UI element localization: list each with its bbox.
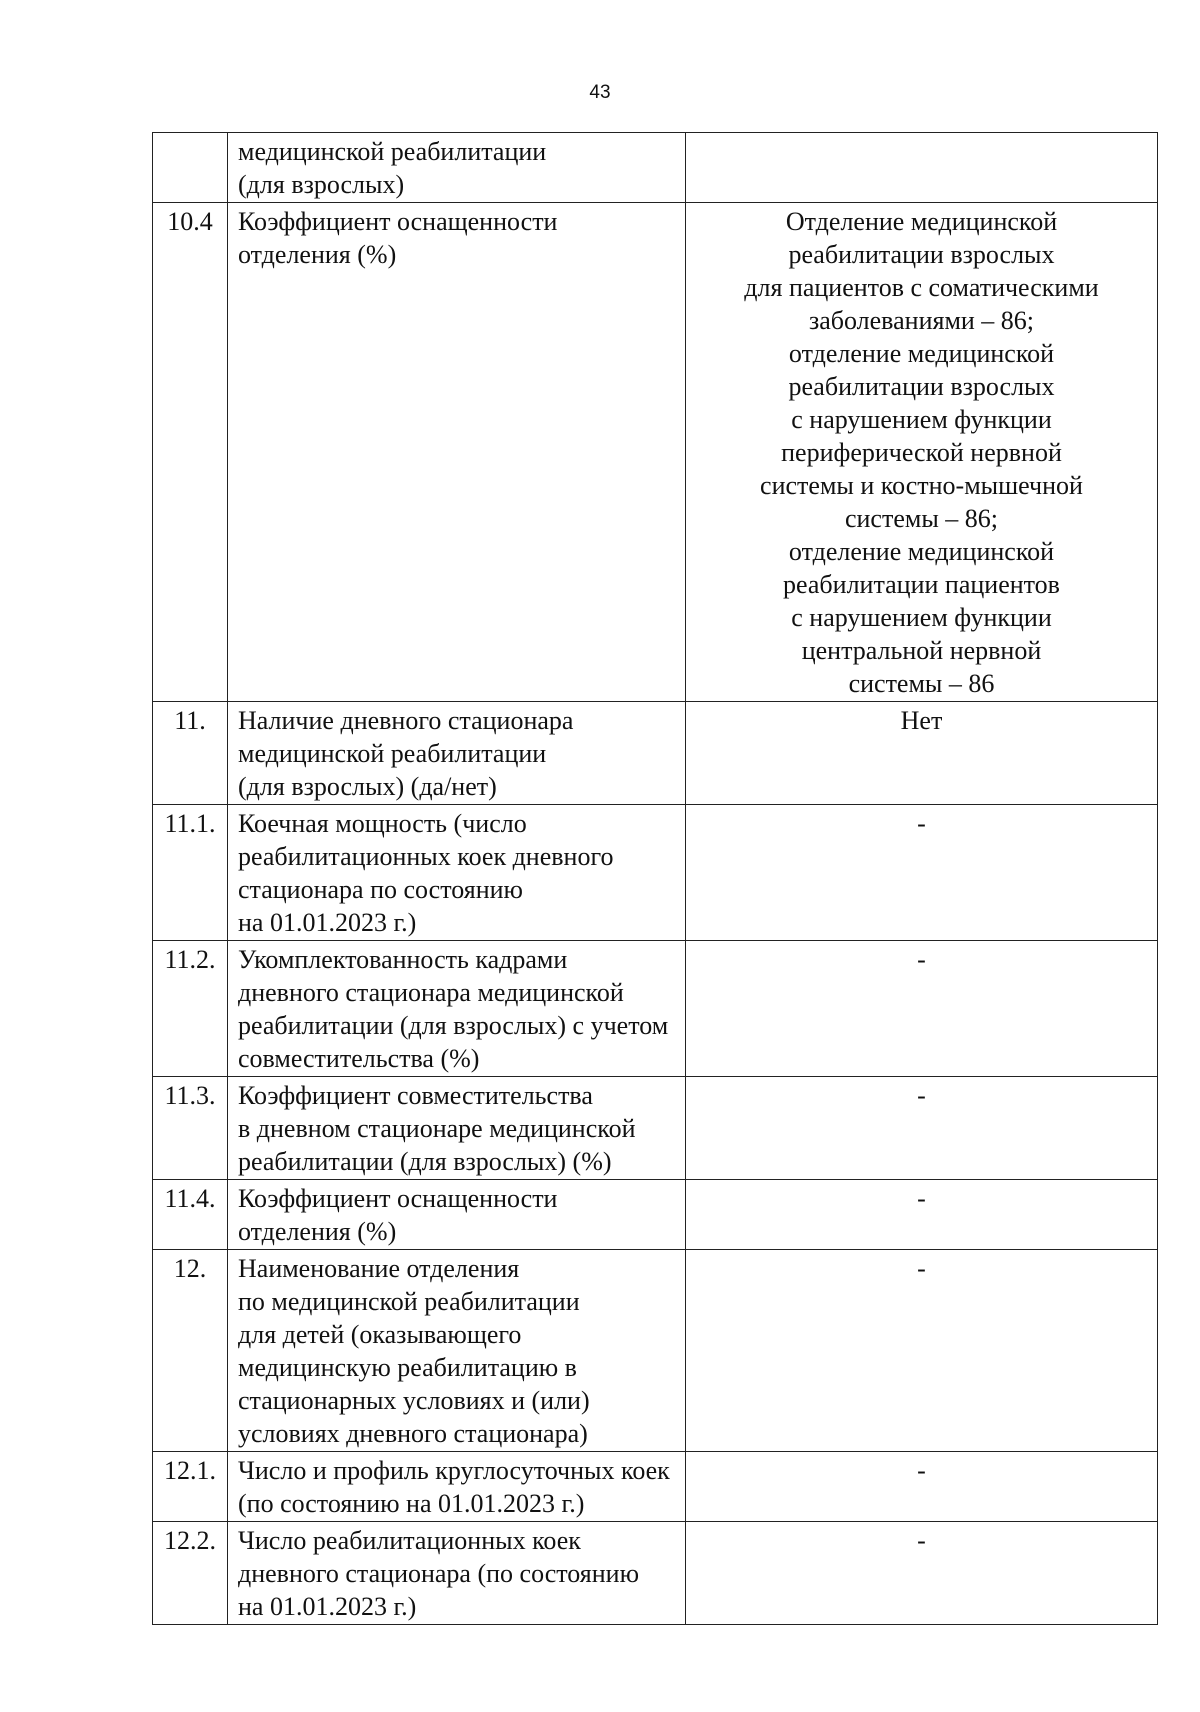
description-line: реабилитационных коек дневного (238, 842, 614, 871)
description-line: совместительства (%) (238, 1044, 480, 1073)
description-line: по медицинской реабилитации (238, 1287, 580, 1316)
description-line: Коэффициент оснащенности (238, 207, 558, 236)
indicator-value (686, 1522, 1158, 1625)
value-line: для пациентов с соматическими (744, 273, 1099, 302)
indicator-value (686, 805, 1158, 941)
indicator-value (686, 1452, 1158, 1522)
table-row (153, 805, 1158, 941)
value-line: отделение медицинской (788, 339, 1055, 368)
table-row (153, 203, 1158, 702)
description-line: Укомплектованность кадрами (238, 945, 568, 974)
value-line: заболеваниями – 86; (808, 306, 1035, 335)
row-number: 11.3. (153, 1077, 228, 1180)
indicator-description (228, 1250, 686, 1452)
description-line: дневного стационара (по состоянию (238, 1559, 640, 1588)
table-row (153, 1180, 1158, 1250)
description-line: дневного стационара медицинской (238, 978, 624, 1007)
row-number: 11.1. (153, 805, 228, 941)
value-line: - (917, 1184, 926, 1213)
description-line: реабилитации (для взрослых) (%) (238, 1147, 612, 1176)
value-line: - (917, 1081, 926, 1110)
description-line: Коечная мощность (число (238, 809, 527, 838)
indicator-value (686, 702, 1158, 805)
row-number: 11. (153, 702, 228, 805)
description-line: Наличие дневного стационара (238, 706, 574, 735)
value-line: системы – 86 (848, 669, 995, 698)
description-line: на 01.01.2023 г.) (238, 1592, 417, 1621)
indicator-description (228, 1452, 686, 1522)
indicator-description (228, 1180, 686, 1250)
row-number: 11.2. (153, 941, 228, 1077)
description-line: стационара по состоянию (238, 875, 523, 904)
indicator-description (228, 805, 686, 941)
indicator-description (228, 1077, 686, 1180)
indicator-value (686, 133, 1158, 203)
table-row (153, 702, 1158, 805)
description-line: для детей (оказывающего (238, 1320, 522, 1349)
row-number: 11.4. (153, 1180, 228, 1250)
description-line: отделения (%) (238, 240, 397, 269)
value-line: системы – 86; (844, 504, 999, 533)
value-line: - (917, 1254, 926, 1283)
row-number: 12.2. (153, 1522, 228, 1625)
value-line: центральной нервной (801, 636, 1042, 665)
indicator-table (152, 132, 1158, 1625)
description-line: медицинской реабилитации (238, 739, 547, 768)
indicator-description (228, 1522, 686, 1625)
indicator-description (228, 203, 686, 702)
description-line: (по состоянию на 01.01.2023 г.) (238, 1489, 585, 1518)
indicator-description (228, 941, 686, 1077)
row-number: 12. (153, 1250, 228, 1452)
description-line: Число реабилитационных коек (238, 1526, 581, 1555)
value-line: Нет (900, 706, 943, 735)
value-line: - (917, 809, 926, 838)
indicator-value (686, 941, 1158, 1077)
description-line: реабилитации (для взрослых) с учетом (238, 1011, 669, 1040)
value-line: реабилитации пациентов (783, 570, 1060, 599)
indicator-value (686, 1077, 1158, 1180)
description-line: медицинскую реабилитацию в (238, 1353, 577, 1382)
value-line: отделение медицинской (788, 537, 1055, 566)
indicator-value (686, 203, 1158, 702)
row-number: 12.1. (153, 1452, 228, 1522)
table-row (153, 941, 1158, 1077)
description-line: Число и профиль круглосуточных коек (238, 1456, 670, 1485)
table-row (153, 1077, 1158, 1180)
value-line: с нарушением функции (791, 603, 1052, 632)
value-line: - (917, 1526, 926, 1555)
row-number: 10.4 (153, 203, 228, 702)
description-line: (для взрослых) (да/нет) (238, 772, 497, 801)
indicator-value (686, 1250, 1158, 1452)
value-line: Отделение медицинской (785, 207, 1058, 236)
description-line: Коэффициент оснащенности (238, 1184, 558, 1213)
description-line: в дневном стационаре медицинской (238, 1114, 636, 1143)
indicator-value (686, 1180, 1158, 1250)
value-line: системы и костно-мышечной (760, 471, 1083, 500)
value-line: реабилитации взрослых (788, 240, 1055, 269)
description-line: отделения (%) (238, 1217, 397, 1246)
table-body (153, 133, 1158, 1625)
description-line: (для взрослых) (238, 170, 405, 199)
description-line: условиях дневного стационара) (238, 1419, 588, 1448)
indicator-description (228, 702, 686, 805)
description-line: на 01.01.2023 г.) (238, 908, 417, 937)
indicator-description (228, 133, 686, 203)
value-line: с нарушением функции (791, 405, 1052, 434)
description-line: Коэффициент совместительства (238, 1081, 593, 1110)
table-row (153, 1522, 1158, 1625)
description-line: медицинской реабилитации (238, 137, 547, 166)
description-line: Наименование отделения (238, 1254, 520, 1283)
row-number (153, 133, 228, 203)
description-line: стационарных условиях и (или) (238, 1386, 590, 1415)
value-line: реабилитации взрослых (788, 372, 1055, 401)
value-line: - (917, 1456, 926, 1485)
value-line: - (917, 945, 926, 974)
page-number: 43 (589, 82, 611, 103)
value-line: периферической нервной (781, 438, 1062, 467)
table-row (153, 1250, 1158, 1452)
table-row (153, 133, 1158, 203)
table-row (153, 1452, 1158, 1522)
